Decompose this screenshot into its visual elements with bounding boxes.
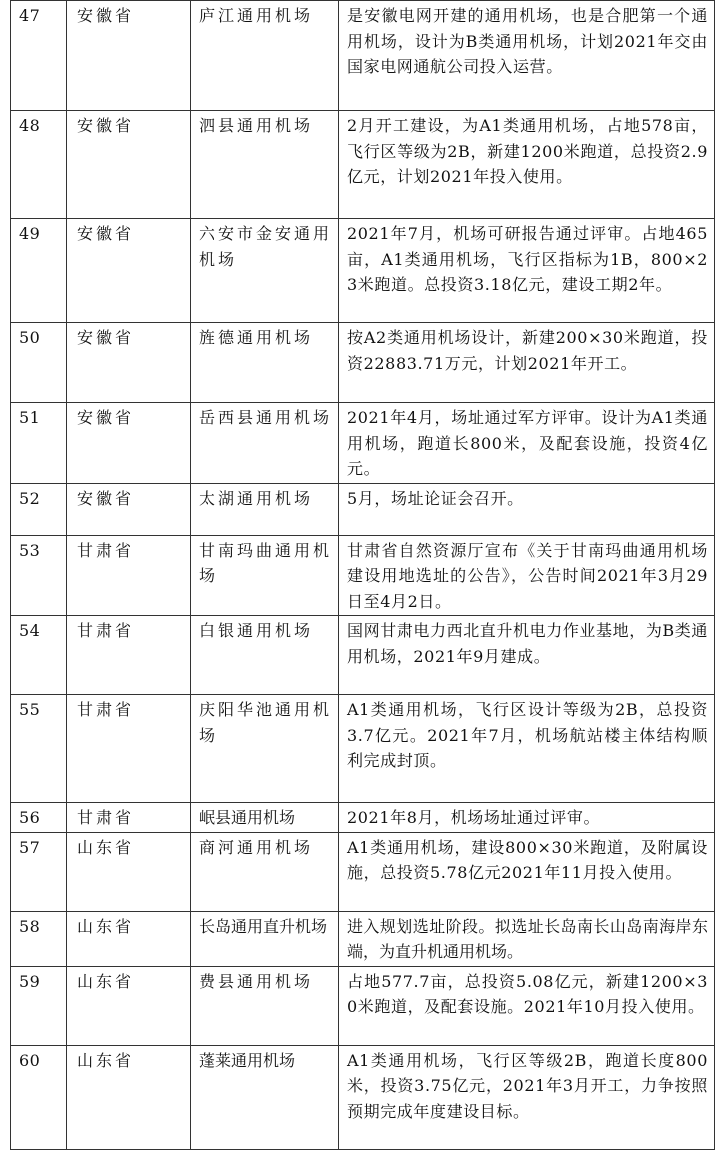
row-number: 54 xyxy=(11,616,67,695)
province-cell: 安徽省 xyxy=(67,1,191,111)
table-row xyxy=(11,911,715,966)
table-row xyxy=(11,111,715,219)
table-row xyxy=(11,219,715,323)
province-cell: 安徽省 xyxy=(67,403,191,484)
description-cell: A1类通用机场，飞行区等级2B，跑道长度800米，投资3.75亿元，2021年3月开工，力争按照预期完成年度建设目标。 xyxy=(339,1045,715,1149)
airport-name-cell: 岷县通用机场 xyxy=(191,803,339,833)
province-cell: 山东省 xyxy=(67,832,191,911)
province-cell: 甘肃省 xyxy=(67,616,191,695)
description-cell: 是安徽电网开建的通用机场，也是合肥第一个通用机场，设计为B类通用机场，计划2021年交由国家电网通航公司投入运营。 xyxy=(339,1,715,111)
row-number: 50 xyxy=(11,323,67,403)
table-row xyxy=(11,616,715,695)
description-cell: 按A2类通用机场设计，新建200×30米跑道，投资22883.71万元，计划2021年开工。 xyxy=(339,323,715,403)
description-cell: 5月，场址论证会召开。 xyxy=(339,483,715,535)
province-cell: 甘肃省 xyxy=(67,695,191,803)
province-cell: 甘肃省 xyxy=(67,803,191,833)
row-number: 55 xyxy=(11,695,67,803)
province-cell: 山东省 xyxy=(67,1045,191,1149)
airport-name-cell: 庐江通用机场 xyxy=(191,1,339,111)
row-number: 47 xyxy=(11,1,67,111)
table-row xyxy=(11,832,715,911)
province-cell: 山东省 xyxy=(67,911,191,966)
airport-name-cell: 长岛通用直升机场 xyxy=(191,911,339,966)
description-cell: 2月开工建设，为A1类通用机场，占地578亩，飞行区等级为2B，新建1200米跑道，总投资2.9亿元，计划2021年投入使用。 xyxy=(339,111,715,219)
airport-name-cell: 泗县通用机场 xyxy=(191,111,339,219)
row-number: 56 xyxy=(11,803,67,833)
table-row xyxy=(11,695,715,803)
description-cell: 2021年7月，机场可研报告通过评审。占地465亩，A1类通用机场，飞行区指标为1B，800×23米跑道。总投资3.18亿元，建设工期2年。 xyxy=(339,219,715,323)
airport-name-cell: 甘南玛曲通用机场 xyxy=(191,535,339,616)
table-row xyxy=(11,1,715,111)
province-cell: 山东省 xyxy=(67,966,191,1045)
row-number: 52 xyxy=(11,483,67,535)
province-cell: 安徽省 xyxy=(67,323,191,403)
airport-name-cell: 岳西县通用机场 xyxy=(191,403,339,484)
description-cell: 进入规划选址阶段。拟选址长岛南长山岛南海岸东端，为直升机通用机场。 xyxy=(339,911,715,966)
airport-name-cell: 费县通用机场 xyxy=(191,966,339,1045)
province-cell: 甘肃省 xyxy=(67,535,191,616)
row-number: 49 xyxy=(11,219,67,323)
row-number: 60 xyxy=(11,1045,67,1149)
airport-name-cell: 蓬莱通用机场 xyxy=(191,1045,339,1149)
table-row xyxy=(11,803,715,833)
table-row xyxy=(11,323,715,403)
description-cell: 国网甘肃电力西北直升机电力作业基地，为B类通用机场，2021年9月建成。 xyxy=(339,616,715,695)
table-row xyxy=(11,535,715,616)
airport-table xyxy=(10,0,715,1150)
airport-name-cell: 旌德通用机场 xyxy=(191,323,339,403)
description-cell: 2021年4月，场址通过军方评审。设计为A1类通用机场，跑道长800米，及配套设施，投资4亿元。 xyxy=(339,403,715,484)
description-cell: A1类通用机场，建设800×30米跑道，及附属设施，总投资5.78亿元2021年11月投入使用。 xyxy=(339,832,715,911)
province-cell: 安徽省 xyxy=(67,111,191,219)
row-number: 48 xyxy=(11,111,67,219)
row-number: 59 xyxy=(11,966,67,1045)
table-row xyxy=(11,483,715,535)
province-cell: 安徽省 xyxy=(67,219,191,323)
table-row xyxy=(11,966,715,1045)
description-cell: A1类通用机场，飞行区设计等级为2B，总投资3.7亿元。2021年7月，机场航站楼主体结构顺利完成封顶。 xyxy=(339,695,715,803)
province-cell: 安徽省 xyxy=(67,483,191,535)
airport-name-cell: 庆阳华池通用机场 xyxy=(191,695,339,803)
table-row xyxy=(11,403,715,484)
row-number: 57 xyxy=(11,832,67,911)
row-number: 53 xyxy=(11,535,67,616)
airport-name-cell: 太湖通用机场 xyxy=(191,483,339,535)
description-cell: 2021年8月，机场场址通过评审。 xyxy=(339,803,715,833)
row-number: 51 xyxy=(11,403,67,484)
description-cell: 甘肃省自然资源厅宣布《关于甘南玛曲通用机场建设用地选址的公告》，公告时间2021年3月29日至4月2日。 xyxy=(339,535,715,616)
row-number: 58 xyxy=(11,911,67,966)
table-row xyxy=(11,1045,715,1149)
airport-name-cell: 六安市金安通用机场 xyxy=(191,219,339,323)
description-cell: 占地577.7亩，总投资5.08亿元，新建1200×30米跑道，及配套设施。2021年10月投入使用。 xyxy=(339,966,715,1045)
airport-name-cell: 商河通用机场 xyxy=(191,832,339,911)
airport-name-cell: 白银通用机场 xyxy=(191,616,339,695)
